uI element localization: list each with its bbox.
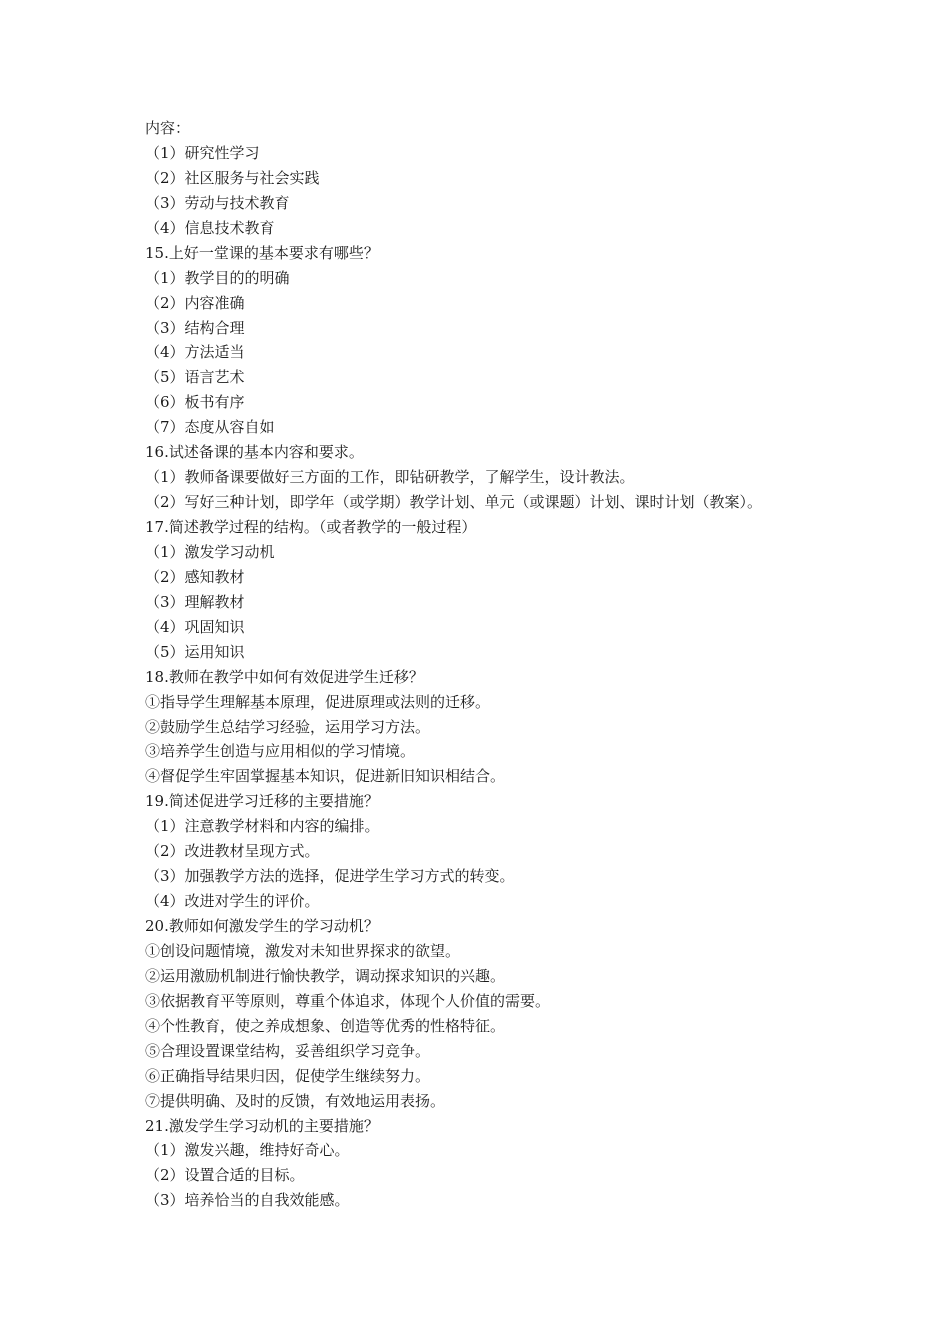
text-line: （1）注意教学材料和内容的编排。	[145, 817, 380, 836]
text-line: （7）态度从容自如	[145, 418, 275, 437]
text-line: （6）板书有序	[145, 393, 245, 412]
text-line: ①创设问题情境，激发对未知世界探求的欲望。	[145, 941, 461, 960]
text-line: （3）结构合理	[145, 318, 245, 337]
text-line: ①指导学生理解基本原理，促进原理或法则的迁移。	[145, 692, 491, 711]
text-line: 内容：	[145, 119, 191, 137]
question-heading: 20.教师如何激发学生的学习动机？	[145, 917, 379, 935]
question-heading: 21.激发学生学习动机的主要措施？	[145, 1116, 379, 1135]
text-line: （3）培养恰当的自我效能感。	[145, 1191, 350, 1210]
text-line: （1）激发学习动机	[145, 542, 275, 561]
text-line: （4）改进对学生的评价。	[145, 892, 320, 911]
text-line: （2）社区服务与社会实践	[145, 168, 320, 187]
text-line: ⑥正确指导结果归因，促使学生继续努力。	[145, 1066, 431, 1085]
text-line: （4）信息技术教育	[145, 218, 275, 237]
text-line: （2）内容准确	[145, 293, 245, 312]
text-line: （2）感知教材	[145, 567, 245, 586]
text-line: （5）运用知识	[145, 642, 245, 661]
text-line: ④督促学生牢固掌握基本知识，促进新旧知识相结合。	[145, 767, 506, 786]
question-heading: 15.上好一堂课的基本要求有哪些？	[145, 243, 379, 262]
text-line: ③依据教育平等原则，尊重个体追求，体现个人价值的需要。	[145, 991, 551, 1010]
text-line: ③培养学生创造与应用相似的学习情境。	[145, 742, 416, 761]
text-line: ⑦提供明确、及时的反馈，有效地运用表扬。	[145, 1091, 446, 1110]
text-line: （2）改进教材呈现方式。	[145, 842, 320, 861]
text-line: ②运用激励机制进行愉快教学，调动探求知识的兴趣。	[145, 966, 506, 985]
text-line: ④个性教育，使之养成想象、创造等优秀的性格特征。	[145, 1016, 506, 1035]
text-line: （1）教师备课要做好三方面的工作，即钻研教学，了解学生，设计教法。	[145, 468, 635, 487]
text-line: （2）写好三种计划，即学年（或学期）教学计划、单元（或课题）计划、课时计划（教案）。	[145, 493, 763, 512]
text-line: （3）劳动与技术教育	[145, 193, 290, 212]
text-line: （3）加强教学方法的选择，促进学生学习方式的转变。	[145, 867, 515, 886]
text-line: （1）教学目的的明确	[145, 268, 290, 287]
text-line: （3）理解教材	[145, 592, 245, 611]
question-heading: 17.简述教学过程的结构。（或者教学的一般过程）	[145, 518, 477, 536]
text-line: ②鼓励学生总结学习经验，运用学习方法。	[145, 717, 431, 736]
text-line: （1）研究性学习	[145, 143, 260, 162]
text-line: （1）激发兴趣，维持好奇心。	[145, 1141, 350, 1160]
document-body	[145, 116, 925, 1213]
question-heading: 16.试述备课的基本内容和要求。	[145, 443, 364, 462]
text-line: （4）方法适当	[145, 343, 245, 362]
question-heading: 19.简述促进学习迁移的主要措施？	[145, 792, 379, 811]
text-line: （4）巩固知识	[145, 617, 245, 636]
question-heading: 18.教师在教学中如何有效促进学生迁移？	[145, 667, 424, 686]
text-line: （5）语言艺术	[145, 368, 245, 387]
text-line: ⑤合理设置课堂结构，妥善组织学习竞争。	[145, 1041, 431, 1060]
text-line: （2）设置合适的目标。	[145, 1166, 305, 1185]
